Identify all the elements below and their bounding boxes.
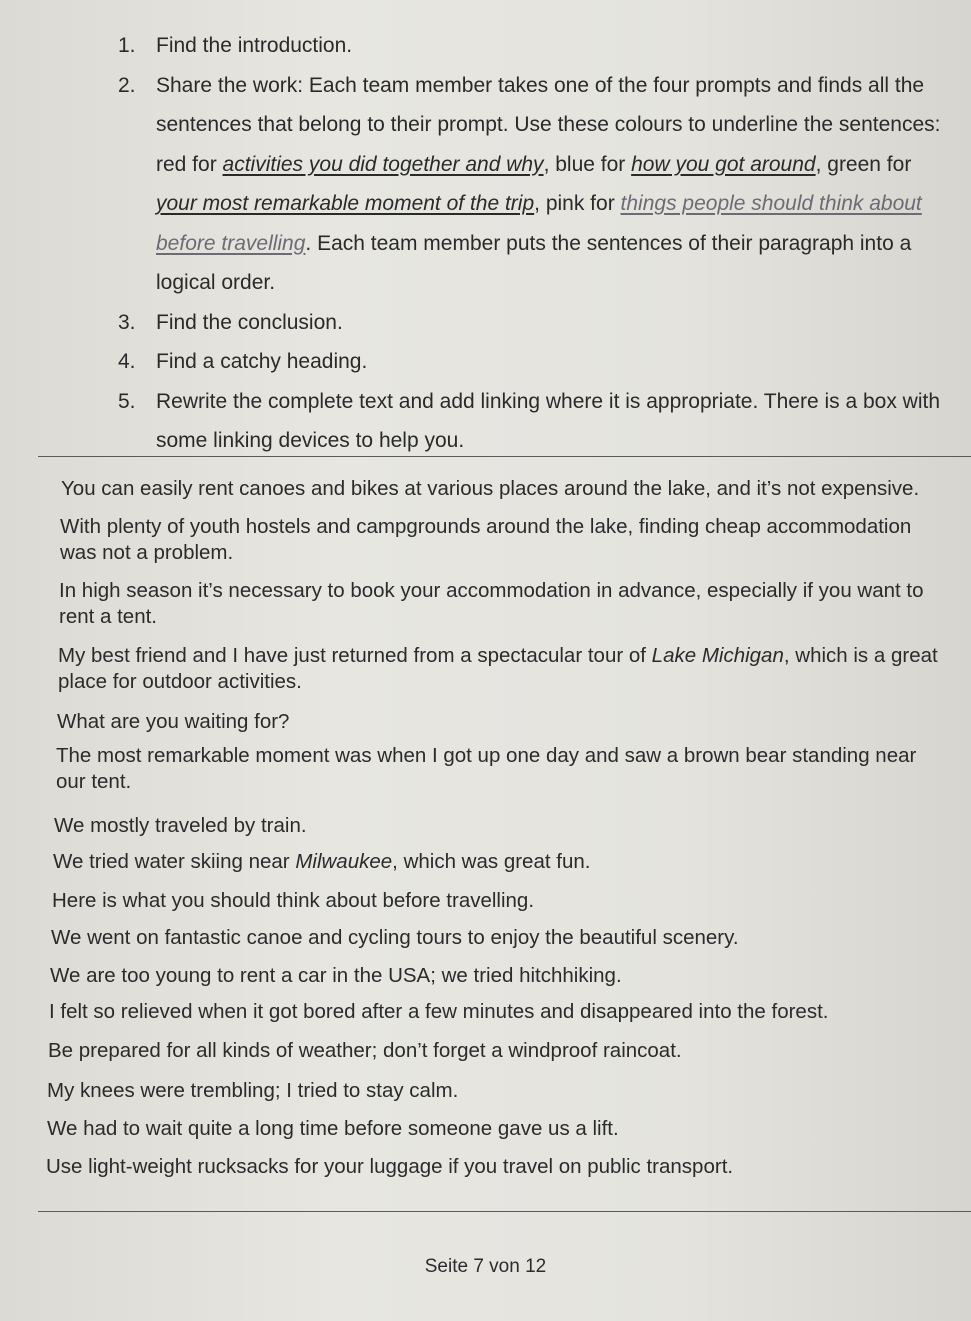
sentence-line: What are you waiting for? (57, 710, 290, 733)
sentence-item (60, 514, 911, 566)
instruction-text: Rewrite the complete text and add linking where it is appropriate. There is a box with some linking devices to help you. (156, 389, 941, 452)
sentence-item (58, 643, 938, 695)
instruction-number: 4. (118, 350, 136, 373)
sentence-line: I felt so relieved when it got bored after a few minutes and disappeared into the forest. (49, 1000, 829, 1023)
text-segment: , which was great fun. (392, 850, 591, 873)
sentence-line: The most remarkable moment was when I got up one day and saw a brown bear standing near (56, 744, 917, 767)
prompt-pink: things people should think about before travelling (156, 192, 922, 255)
place-name: Milwaukee (295, 850, 393, 873)
sentence-item (50, 963, 622, 989)
prompt-red: activities you did together and why (222, 152, 544, 176)
sentence-line: our tent. (56, 770, 132, 793)
sentence-line: rent a tent. (59, 605, 158, 628)
sentence-item (61, 476, 919, 502)
text-segment: , green for (815, 152, 912, 176)
sentence-line (58, 643, 938, 669)
sentence-item (51, 925, 739, 951)
instruction-item-3 (118, 303, 948, 343)
text-segment: We tried water skiing near (53, 850, 296, 873)
sentence-line: place for outdoor activities. (58, 670, 302, 693)
sentence-line: We had to wait quite a long time before someone gave us a lift. (47, 1117, 619, 1140)
sentence-box (38, 456, 971, 1212)
sentence-line: Here is what you should think about before travelling. (52, 889, 535, 912)
sentence-line: We went on fantastic canoe and cycling tours to enjoy the beautiful scenery. (51, 926, 739, 949)
prompt-blue: how you got around (631, 152, 816, 176)
instruction-number: 1. (118, 34, 136, 57)
text-segment: , blue for (543, 152, 632, 176)
instruction-number: 5. (118, 389, 136, 413)
instruction-number: 3. (118, 310, 136, 334)
sentence-line: My knees were trembling; I tried to stay calm. (47, 1079, 459, 1102)
instruction-number: 2. (118, 73, 136, 97)
instruction-item-5 (118, 382, 948, 461)
sentence-line: We are too young to rent a car in the USA; we tried hitchhiking. (50, 964, 622, 987)
page-number: Seite 7 von 12 (424, 1256, 547, 1277)
sentence-line: With plenty of youth hostels and campgrounds around the lake, finding cheap accommodation (60, 515, 912, 538)
instruction-item-2 (118, 66, 948, 303)
sentence-item (47, 1116, 619, 1142)
text-segment: , which is a great (783, 644, 938, 667)
sentence-item (52, 888, 534, 914)
instruction-list (118, 26, 948, 461)
sentence-line: In high season it’s necessary to book your accommodation in advance, especially if you want to (59, 579, 924, 602)
sentence-item (53, 849, 590, 875)
sentence-item (47, 1078, 458, 1104)
prompt-green: your most remarkable moment of the trip (156, 192, 535, 215)
instruction-text: Find the introduction. (156, 34, 353, 57)
text-segment: , pink for (534, 192, 621, 215)
instruction-item-1 (118, 26, 948, 66)
instruction-text: Find the conclusion. (156, 310, 343, 334)
sentence-item (48, 1038, 682, 1064)
sentence-item (46, 1154, 733, 1180)
sentence-item (59, 578, 924, 630)
instruction-text: Find a catchy heading. (156, 350, 368, 373)
instruction-item-4 (118, 342, 948, 382)
sentence-line: Be prepared for all kinds of weather; don’t forget a windproof raincoat. (48, 1039, 682, 1062)
sentence-item (54, 813, 307, 839)
text-segment: . Each team member puts the sentences of their paragraph into a logical order. (156, 231, 912, 294)
sentence-line: Use light-weight rucksacks for your luggage if you travel on public transport. (46, 1155, 734, 1178)
sentence-line: was not a problem. (60, 541, 234, 564)
sentence-item (56, 743, 916, 795)
sentence-item (49, 999, 828, 1025)
instruction-text (156, 66, 948, 303)
text-segment: Share the work: Each team member takes one of the four prompts and finds all the sentences that belong to their prompt. Use these colours to underline the sentences: red for (156, 73, 941, 176)
sentence-line: We mostly traveled by train. (54, 814, 307, 837)
text-segment: My best friend and I have just returned from a spectacular tour of (58, 644, 652, 667)
sentence-item (57, 709, 289, 735)
sentence-line: You can easily rent canoes and bikes at various places around the lake, and it’s not expensive. (61, 477, 920, 500)
sentence-line (53, 849, 590, 875)
place-name: Lake Michigan (651, 644, 784, 667)
